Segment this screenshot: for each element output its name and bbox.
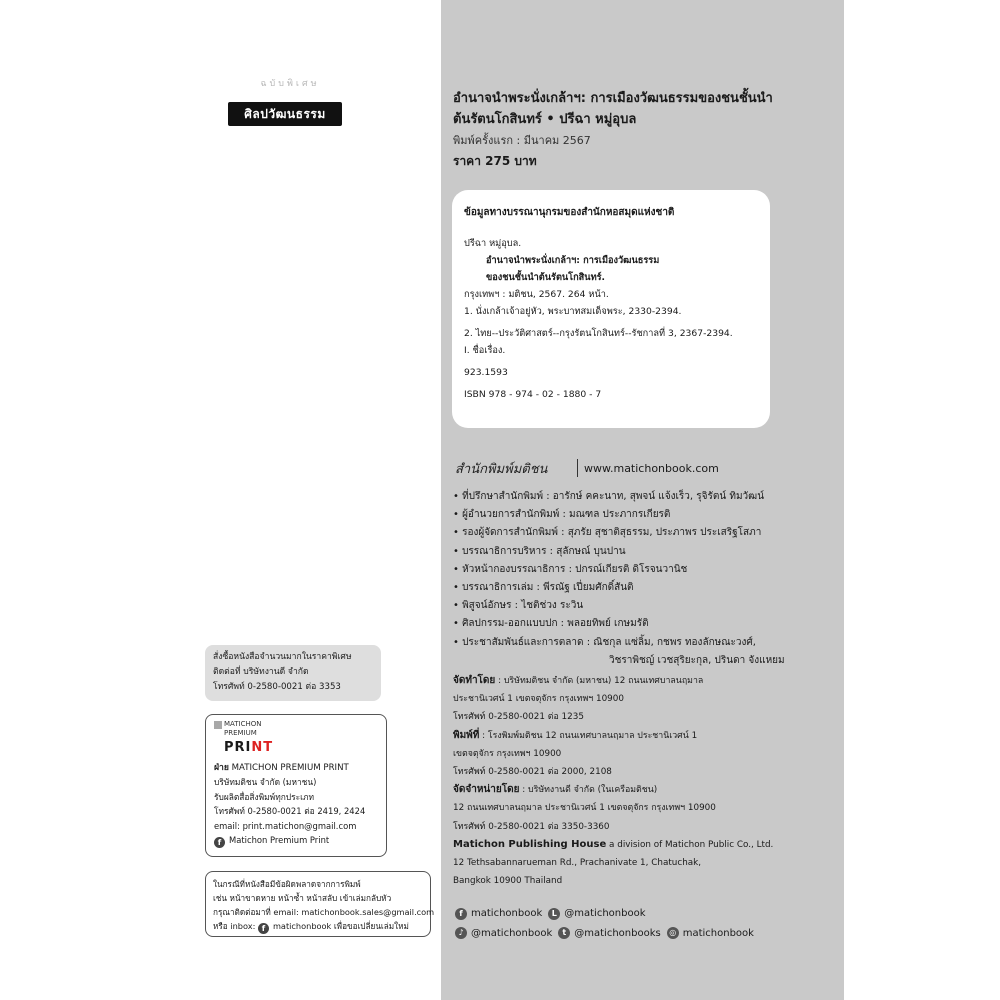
produced-address: ประชานิเวศน์ 1 เขตจตุจักร กรุงเทพฯ 10900 bbox=[453, 694, 624, 705]
dept-name: MATICHON PREMIUM PRINT bbox=[231, 763, 349, 773]
dist-label: จัดจำหน่ายโดย bbox=[453, 784, 520, 796]
cip-heading: ข้อมูลทางบรรณานุกรมของสำนักหอสมุดแห่งชาติ bbox=[464, 207, 675, 218]
logo-line3 bbox=[224, 739, 273, 757]
cip-title2: ของชนชั้นนำต้นรัตนโกสินทร์. bbox=[486, 272, 606, 283]
cip-isbn: ISBN 978 - 974 - 02 - 1880 - 7 bbox=[464, 389, 602, 400]
staff-item: • หัวหน้ากองบรรณาธิการ : ปกรณ์เกียรติ ดิโรจนวานิช bbox=[453, 563, 688, 575]
printed-text: : โรงพิมพ์มติชน 12 ถนนเทศบาลนฤมาล ประชานิเวศน์ 1 bbox=[479, 730, 698, 741]
instagram-icon: ◎ bbox=[667, 927, 679, 939]
staff-item: • ศิลปกรรม-ออกแบบปก : พลอยทิพย์ เกษมรัติ bbox=[453, 618, 649, 630]
house-rest: a division of Matichon Public Co., Ltd. bbox=[606, 839, 774, 850]
premium-print-email: email: print.matichon@gmail.com bbox=[214, 820, 357, 831]
facebook-icon: f bbox=[258, 923, 269, 934]
staff-item: • ที่ปรึกษาสำนักพิมพ์ : อารักษ์ คคะนาท, สุพจน์ แจ้งเร็ว, รุจิรัตน์ ทิมวัฒน์ bbox=[453, 491, 765, 502]
staff-item: • รองผู้จัดการสำนักพิมพ์ : สุภรัย สุชาติสุธรรม, ประภาพร ประเสริฐโสภา bbox=[453, 527, 762, 539]
premium-print-box bbox=[205, 714, 387, 857]
line-icon: L bbox=[548, 908, 560, 920]
social-line[interactable]: @matichonbook bbox=[564, 908, 646, 919]
printed-address: เขตจตุจักร กรุงเทพฯ 10900 bbox=[453, 748, 562, 759]
logo-line2: PREMIUM bbox=[224, 729, 257, 737]
bulk-order-box bbox=[205, 645, 381, 701]
staff-list bbox=[453, 488, 838, 670]
bulk-order-line: ติดต่อที่ บริษัทงานดี จำกัด bbox=[213, 667, 309, 677]
social-tiktok[interactable]: @matichonbook bbox=[471, 927, 553, 939]
publisher-mark bbox=[453, 457, 719, 479]
house-address1: 12 Tethsabannarueman Rd., Prachanivate 1, Chatuchak, bbox=[453, 858, 702, 869]
logo-arc-text: ฉบับพิเศษ bbox=[260, 79, 320, 89]
cip-subject1: 1. นั่งเกล้าเจ้าอยู่หัว, พระบาทสมเด็จพระ, 2330-2394. bbox=[464, 306, 682, 317]
printed-tel: โทรศัพท์ 0-2580-0021 ต่อ 2000, 2108 bbox=[453, 767, 612, 778]
svg-text:สำนักพิมพ์มติชน: สำนักพิมพ์มติชน bbox=[455, 462, 548, 477]
tiktok-icon: ♪ bbox=[455, 927, 467, 939]
book-title-line2: ต้นรัตนโกสินทร์ • ปรีฉา หมู่อุบล bbox=[453, 112, 637, 127]
house-name: Matichon Publishing House bbox=[453, 838, 607, 850]
cip-imprint: กรุงเทพฯ : มติชน, 2567. 264 หน้า. bbox=[464, 289, 609, 300]
cip-author: ปรีฉา หมู่อุบล. bbox=[464, 238, 522, 249]
house-address2: Bangkok 10900 Thailand bbox=[453, 876, 563, 887]
social-instagram[interactable]: matichonbook bbox=[682, 927, 754, 939]
defect-notice-box bbox=[205, 871, 435, 937]
cip-call-number: 923.1593 bbox=[464, 367, 508, 378]
premium-print-dept bbox=[214, 761, 378, 775]
logo-word-b: NT bbox=[251, 740, 274, 755]
staff-item-continued: วิชราพิชญ์ เวชสุริยะกุล, ปรินดา จังแหยม bbox=[609, 654, 785, 666]
defect-line: เช่น หน้าขาดหาย หน้าซ้ำ หน้าสลับ เข้าเล่มกลับหัว bbox=[213, 893, 392, 903]
staff-item: • พิสูจน์อักษร : ไชติช่วง ระวิน bbox=[453, 600, 584, 612]
produced-by bbox=[453, 672, 838, 690]
logo-word-a: PRI bbox=[224, 740, 252, 755]
facebook-icon: f bbox=[455, 908, 467, 920]
publishing-house bbox=[453, 836, 838, 854]
social-twitter[interactable]: @matichonbooks bbox=[574, 927, 661, 939]
dist-tel: โทรศัพท์ 0-2580-0021 ต่อ 3350-3360 bbox=[453, 821, 610, 832]
produced-text: : บริษัทมติชน จำกัด (มหาชน) 12 ถนนเทศบาลนฤมาล bbox=[495, 676, 704, 686]
premium-print-logo bbox=[214, 719, 378, 761]
book-price: ราคา 275 บาท bbox=[453, 154, 537, 168]
logo-square-icon bbox=[214, 721, 222, 729]
produced-tel: โทรศัพท์ 0-2580-0021 ต่อ 1235 bbox=[453, 712, 584, 723]
defect-inbox-prefix: หรือ inbox: bbox=[213, 921, 256, 931]
defect-line bbox=[213, 919, 423, 934]
distributed-by bbox=[453, 781, 838, 799]
staff-item: • ผู้อำนวยการสำนักพิมพ์ : มณฑล ประภากรเกียรติ bbox=[453, 509, 671, 521]
book-title-line1: อำนาจนำพระนั่งเกล้าฯ: การเมืองวัฒนธรรมของชนชั้นนำ bbox=[453, 91, 773, 106]
social-links bbox=[453, 904, 838, 943]
twitter-icon: t bbox=[558, 927, 570, 939]
staff-item: • บรรณาธิการเล่ม : พีรณัฐ เปี่ยมศักดิ์สันติ bbox=[453, 582, 634, 594]
premium-print-facebook-name: Matichon Premium Print bbox=[229, 835, 330, 846]
facebook-icon: f bbox=[214, 837, 225, 848]
magazine-logo bbox=[228, 76, 344, 128]
dist-address: 12 ถนนเทศบาลนฤมาล ประชานิเวศน์ 1 เขตจตุจักร กรุงเทพฯ 10900 bbox=[453, 803, 716, 814]
cip-title1: อำนาจนำพระนั่งเกล้าฯ: การเมืองวัฒนธรรม bbox=[486, 255, 660, 266]
premium-print-facebook bbox=[214, 833, 378, 848]
divider bbox=[577, 459, 578, 477]
logo-line1: MATICHON bbox=[224, 720, 262, 728]
premium-print-line: รับผลิตสื่อสิ่งพิมพ์ทุกประเภท bbox=[214, 791, 315, 802]
social-row bbox=[453, 904, 838, 924]
dist-text: : บริษัทงานดี จำกัด (ในเครือมติชน) bbox=[519, 785, 658, 796]
staff-item: • บรรณาธิการบริหาร : สุลักษณ์ บุนปาน bbox=[453, 545, 626, 557]
publishing-info bbox=[453, 672, 838, 890]
logo-name: ศิลปวัฒนธรรม bbox=[228, 102, 342, 126]
book-title-block bbox=[453, 88, 838, 172]
bulk-order-line: โทรศัพท์ 0-2580-0021 ต่อ 3353 bbox=[213, 682, 341, 692]
social-facebook[interactable]: matichonbook bbox=[471, 908, 543, 919]
produced-label: จัดทำโดย bbox=[453, 675, 496, 686]
defect-inbox-suffix: matichonbook เพื่อขอเปลี่ยนเล่มใหม่ bbox=[272, 921, 409, 931]
book-edition: พิมพ์ครั้งแรก : มีนาคม 2567 bbox=[453, 134, 591, 147]
publisher-url[interactable]: www.matichonbook.com bbox=[584, 461, 719, 475]
cip-subject2: 2. ไทย--ประวัติศาสตร์--กรุงรัตนโกสินทร์--รัชกาลที่ 3, 2367-2394. bbox=[464, 328, 733, 339]
premium-print-line: โทรศัพท์ 0-2580-0021 ต่อ 2419, 2424 bbox=[214, 806, 366, 817]
staff-item: • ประชาสัมพันธ์และการตลาด : ณิชกุล แซ่ลิ้ม, กชพร ทองลักษณะวงศ์, bbox=[453, 636, 756, 648]
social-row bbox=[453, 924, 838, 944]
defect-line: ในกรณีที่หนังสือมีข้อผิดพลาดจากการพิมพ์ bbox=[213, 879, 361, 889]
premium-print-line: บริษัทมติชน จำกัด (มหาชน) bbox=[214, 777, 317, 788]
bulk-order-line: สั่งซื้อหนังสือจำนวนมากในราคาพิเศษ bbox=[213, 652, 352, 662]
cip-card bbox=[452, 190, 770, 428]
defect-line: กรุณาติดต่อมาที่ email: matichonbook.sales@gmail.com bbox=[213, 907, 435, 917]
printed-at bbox=[453, 727, 838, 745]
cip-subject3: I. ชื่อเรื่อง. bbox=[464, 345, 506, 356]
printed-label: พิมพ์ที่ bbox=[453, 729, 480, 741]
dept-label: ฝ่าย bbox=[214, 763, 229, 773]
publisher-signature bbox=[453, 457, 571, 479]
